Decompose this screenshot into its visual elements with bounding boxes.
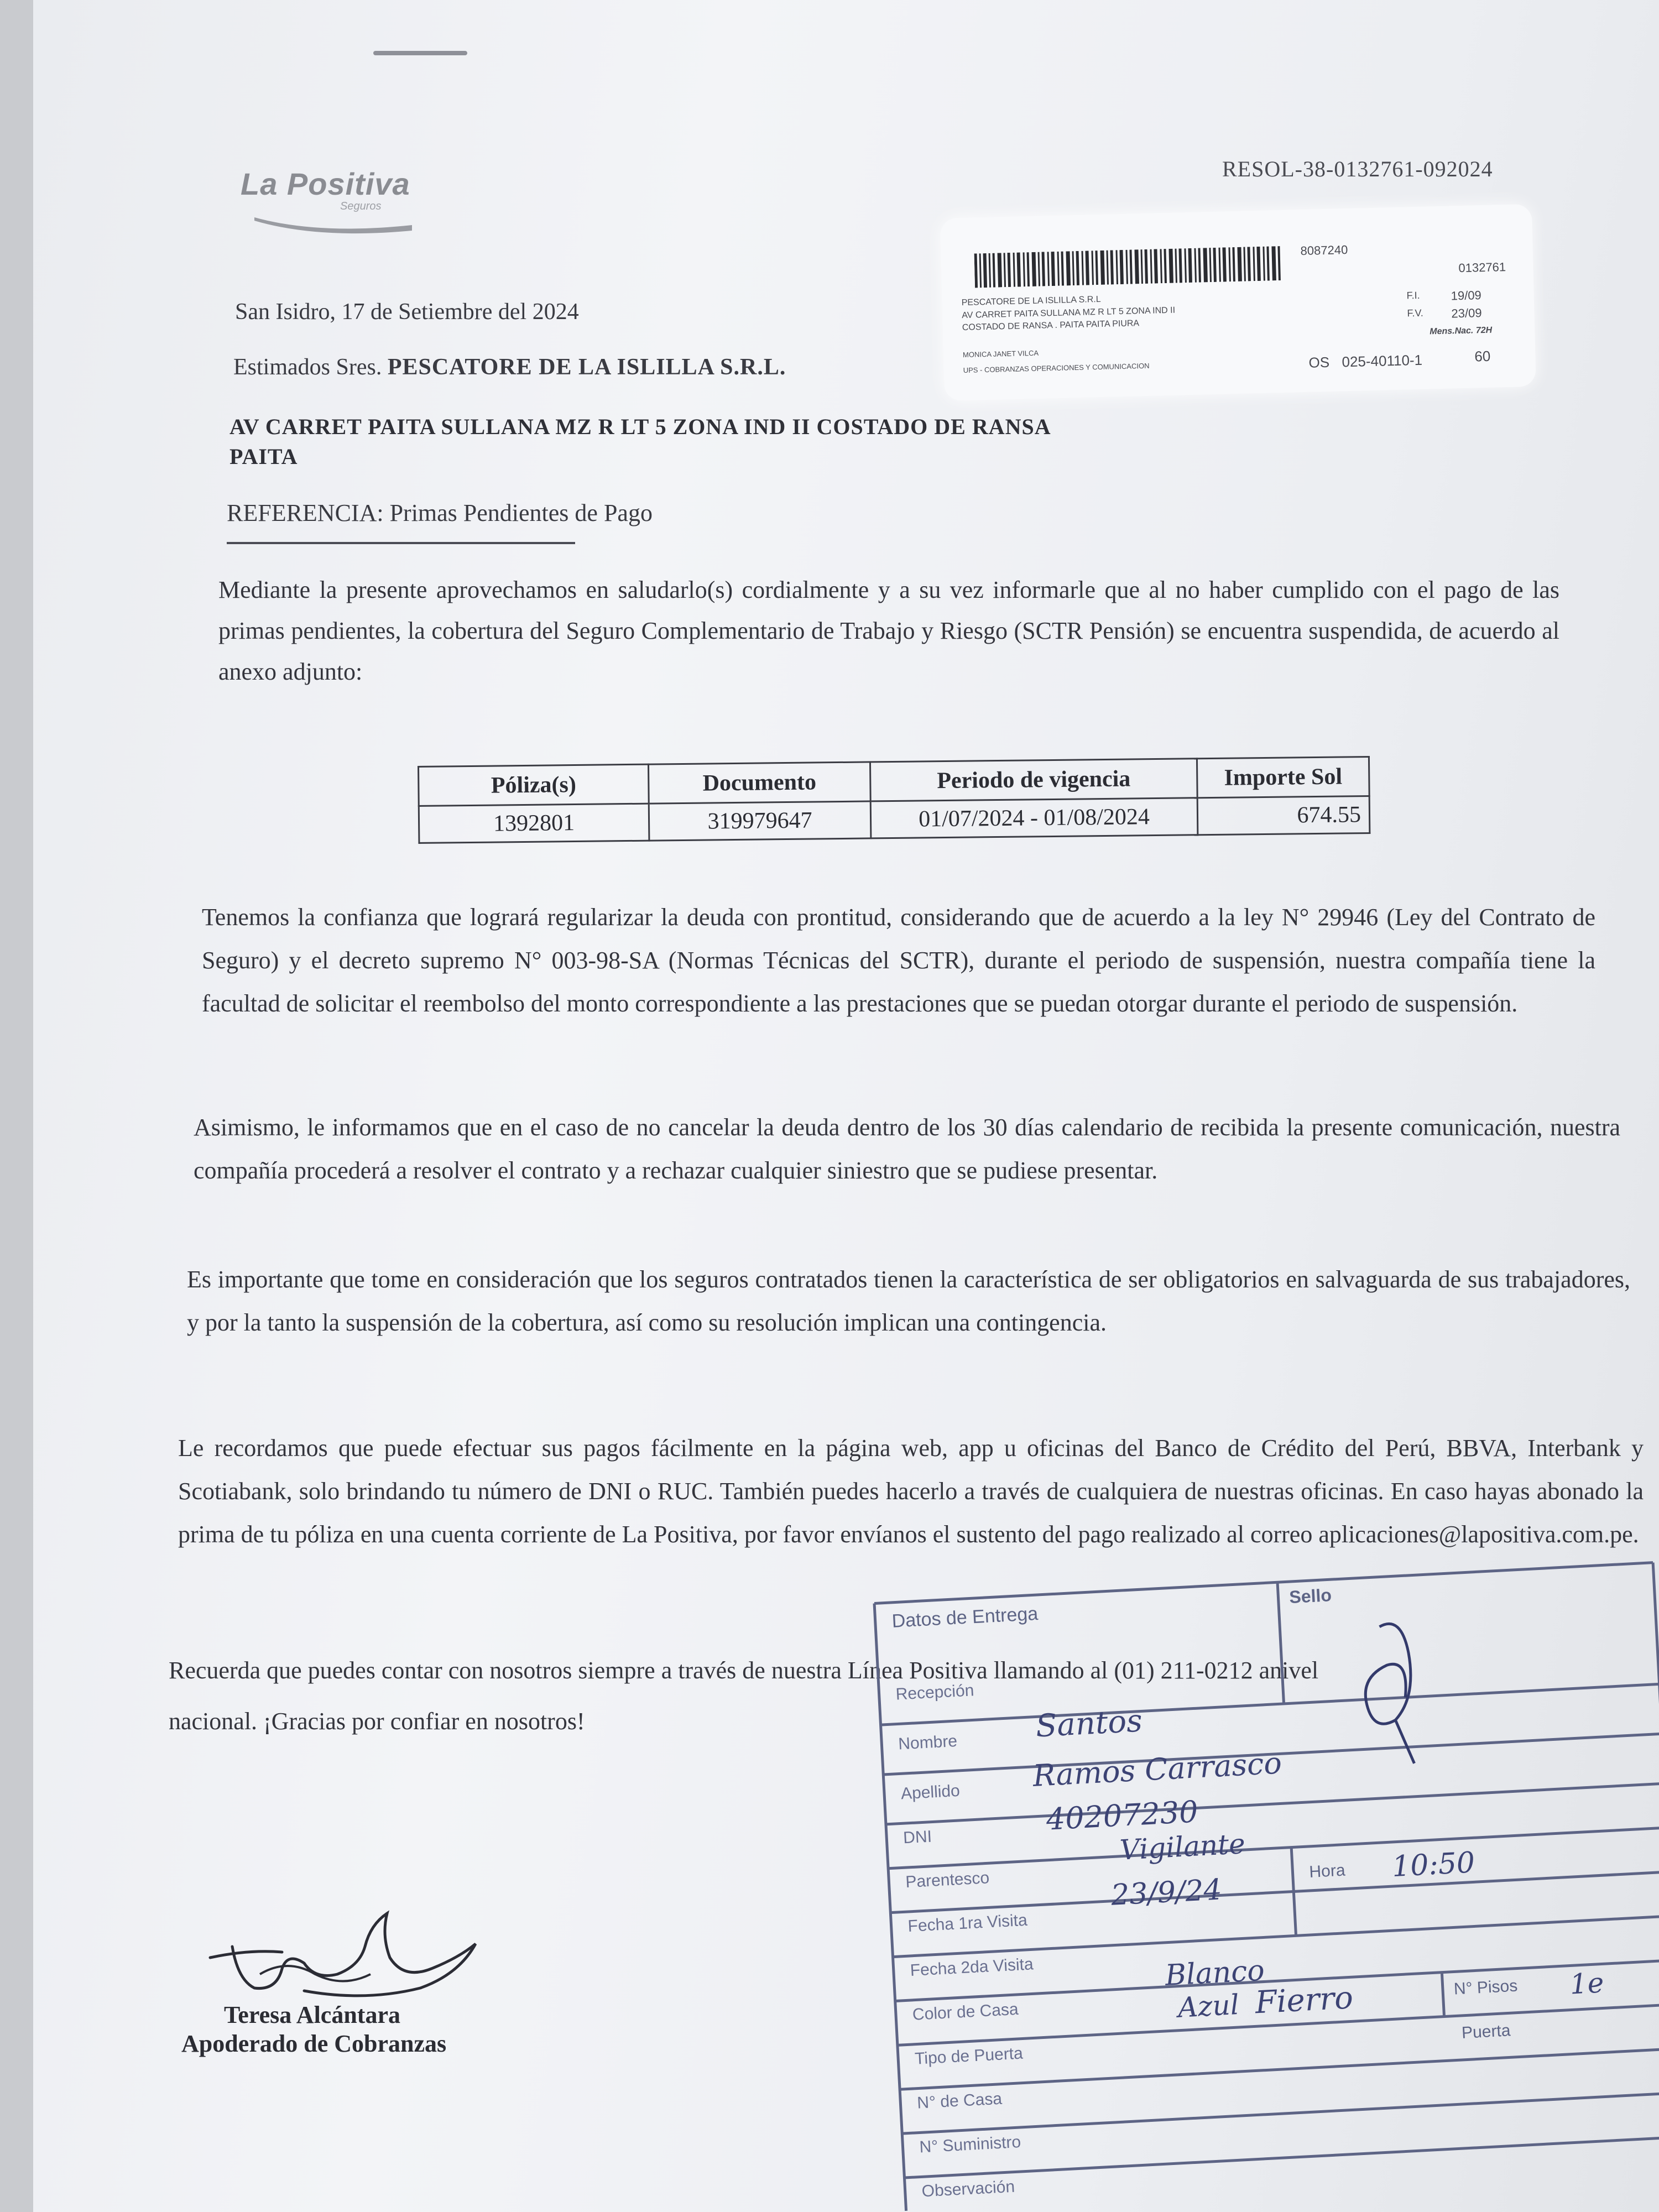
- date-line: San Isidro, 17 de Setiembre del 2024: [235, 299, 579, 325]
- punch-mark: [373, 51, 467, 55]
- label-fv-value: 23/09: [1451, 306, 1482, 321]
- stamp-sello: Sello: [1288, 1585, 1332, 1608]
- stamp-signature-icon: [1323, 1600, 1475, 1773]
- address-block: [229, 412, 1051, 472]
- stamp-field-label: Nombre: [898, 1731, 958, 1754]
- label-fi: F.I.: [1406, 289, 1420, 301]
- hand-dni: 40207230: [1045, 1794, 1199, 1837]
- label-fi-value: 19/09: [1451, 288, 1482, 303]
- label-mens: Mens.Nac. 72H: [1430, 325, 1493, 337]
- resolution-code: RESOL-38-0132761-092024: [1222, 156, 1493, 181]
- address-line-1: AV CARRET PAITA SULLANA MZ R LT 5 ZONA IND II COSTADO DE RANSA: [229, 414, 1051, 439]
- paragraph-cancellation: Asimismo, le informamos que en el caso de no cancelar la deuda dentro de los 30 días calendario de recibida la presente comunicación, nuestra compañía procederá a resolver el contrato y a rechazar cualquier siniestro que se pudiese presentar.: [194, 1114, 1620, 1184]
- reference-line: [227, 499, 653, 527]
- delivery-stamp: [868, 1550, 1659, 2211]
- address-line-2: PAITA: [229, 444, 298, 469]
- barcode-number: 8087240: [1300, 243, 1348, 258]
- hand-puerta: Fierro: [1254, 1980, 1354, 2021]
- paragraph-regularize: Tenemos la confianza que logrará regularizar la deuda con prontitud, considerando que de acuerdo a la ley N° 29946 (Ley del Contrato de Seguro) y el decreto supremo N° 003-98-SA (Normas Técnicas del SCTR), durante el periodo de suspensión, nuestra compañía tiene la facultad de solicitar el reembolso del monto correspondiente a las prestaciones que se puedan otorgar durante el periodo de suspensión.: [202, 904, 1595, 1017]
- label-os-count: 60: [1474, 347, 1491, 365]
- paragraph-payments: Le recordamos que puede efectuar sus pagos fácilmente en la página web, app u oficinas del Banco de Crédito del Perú, BBVA, Interbank y Scotiabank, solo brindando tu número de DNI o RUC. También puedes hacerlo a través de cualquiera de nuestras oficinas. En caso hayas abonado la prima de tu póliza en una cuenta corriente de La Positiva, por favor envíanos el sustento del pago realizado al correo aplicaciones@lapositiva.com.pe.: [178, 1434, 1644, 1548]
- signatory-name: Teresa Alcántara: [224, 2001, 400, 2028]
- pending-premiums-table: [418, 756, 1370, 844]
- barcode-icon: [974, 246, 1285, 288]
- hand-pisos: 1e: [1569, 1966, 1605, 2001]
- logo-swoosh-icon: [252, 213, 418, 235]
- stamp-puerta-label: Puerta: [1461, 2021, 1511, 2042]
- greeting-prefix: Estimados Sres.: [233, 354, 382, 380]
- reference-text: Primas Pendientes de Pago: [389, 499, 653, 526]
- hand-apellido: Ramos Carrasco: [1032, 1745, 1283, 1793]
- label-contact: MONICA JANET VILCA: [962, 348, 1039, 359]
- brand-logo-sub: Seguros: [340, 200, 382, 212]
- reference-underline: [227, 542, 575, 544]
- signature-icon: [199, 1891, 498, 2013]
- paragraph-contact-line-2: nacional. ¡Gracias por confiar en nosotros!: [169, 1708, 585, 1735]
- label-ref-number: 0132761: [1458, 260, 1506, 275]
- stamp-field-label: Color de Casa: [912, 2000, 1019, 2024]
- cell-periodo: 01/07/2024 - 01/08/2024: [870, 798, 1198, 838]
- stamp-title: Datos de Entrega: [891, 1603, 1039, 1632]
- reference-label: REFERENCIA:: [227, 499, 384, 526]
- cell-poliza: 1392801: [419, 804, 649, 843]
- stamp-field-label: Recepción: [895, 1681, 975, 1704]
- stamp-field-label: Fecha 2da Visita: [910, 1955, 1034, 1980]
- stamp-field-label: Observación: [921, 2177, 1015, 2201]
- stamp-field-label: Fecha 1ra Visita: [907, 1911, 1028, 1936]
- label-os-value: 025-40110-1: [1342, 351, 1423, 371]
- label-recipient-3: COSTADO DE RANSA . PAITA PAITA PIURA: [962, 319, 1140, 333]
- stamp-field-label: Apellido: [900, 1781, 961, 1803]
- paragraph-contact-line-1: Recuerda que puedes contar con nosotros siempre a través de nuestra Línea Positiva llamando al (01) 211-0212 anivel: [169, 1657, 1319, 1684]
- stamp-pisos-label: N° Pisos: [1453, 1976, 1519, 1999]
- cell-documento: 319979647: [649, 801, 871, 841]
- hand-color2: Azul: [1177, 1988, 1240, 2024]
- hand-nombre: Santos: [1035, 1703, 1144, 1745]
- cell-importe: 674.55: [1197, 796, 1370, 834]
- stamp-hora-label: Hora: [1308, 1861, 1346, 1881]
- letter-sheet: [33, 0, 1659, 2212]
- stamp-field-label: DNI: [902, 1827, 932, 1848]
- col-periodo: Periodo de vigencia: [870, 759, 1197, 801]
- brand-logo: La Positiva: [241, 166, 410, 201]
- hand-fecha1: 23/9/24: [1110, 1873, 1223, 1912]
- col-importe: Importe Sol: [1197, 757, 1369, 797]
- hand-parentesco: Vigilante: [1119, 1827, 1246, 1866]
- col-poliza: Póliza(s): [419, 764, 649, 806]
- signatory-role: Apoderado de Cobranzas: [181, 2030, 447, 2057]
- col-documento: Documento: [648, 762, 870, 804]
- hand-hora: 10:50: [1391, 1846, 1476, 1884]
- label-department: UPS - COBRANZAS OPERACIONES Y COMUNICACION: [963, 361, 1150, 375]
- greeting-line: [233, 354, 786, 380]
- company-name: PESCATORE DE LA ISLILLA S.R.L.: [387, 354, 786, 380]
- label-recipient-2: AV CARRET PAITA SULLANA MZ R LT 5 ZONA IND II: [962, 305, 1176, 321]
- mailing-label: [940, 204, 1536, 401]
- label-fv: F.V.: [1407, 307, 1424, 319]
- hand-color: Blanco: [1164, 1954, 1266, 1992]
- stamp-field-label: N° de Casa: [916, 2089, 1003, 2112]
- stamp-field-label: Parentesco: [905, 1869, 990, 1892]
- paragraph-obligatory: Es importante que tome en consideración que los seguros contratados tienen la característica de ser obligatorios en salvaguarda de sus trabajadores, y por la tanto la suspensión de la cobertura, así como su resolución implican una contingencia.: [187, 1266, 1630, 1336]
- stamp-field-label: Tipo de Puerta: [914, 2044, 1024, 2068]
- paragraph-suspension: Mediante la presente aprovechamos en saludarlo(s) cordialmente y a su vez informarle que al no haber cumplido con el pago de las primas pendientes, la cobertura del Seguro Complementario de Trabajo y Riesgo (SCTR Pensión) se encuentra suspendida, de acuerdo al anexo adjunto:: [218, 576, 1559, 685]
- label-os: OS: [1308, 353, 1330, 371]
- label-recipient-1: PESCATORE DE LA ISLILLA S.R.L: [961, 294, 1101, 308]
- stamp-field-label: N° Suministro: [919, 2132, 1021, 2157]
